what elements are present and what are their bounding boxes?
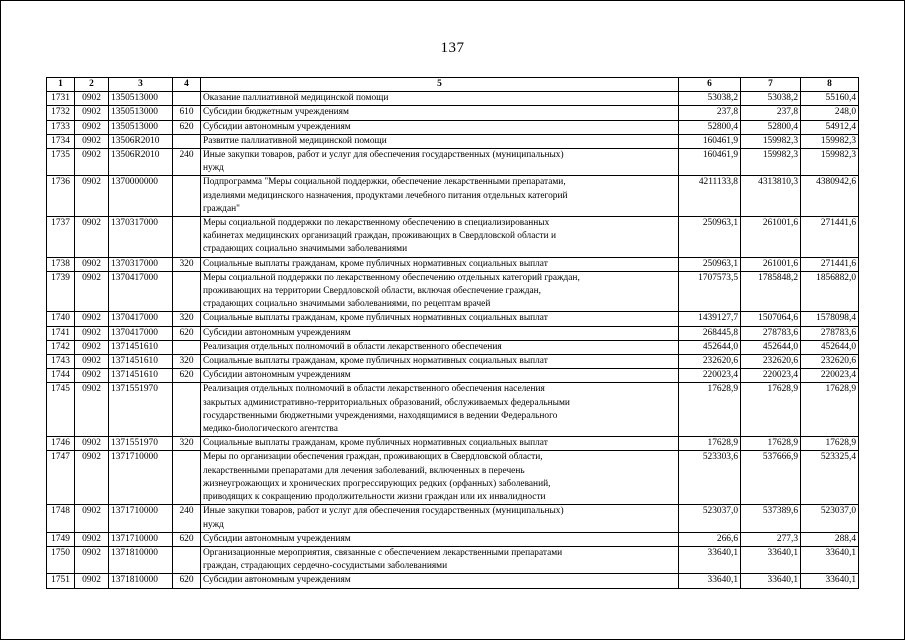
column-header: 3 bbox=[109, 78, 173, 92]
expense-type: 320 bbox=[173, 355, 201, 369]
section-code: 0902 bbox=[75, 217, 109, 258]
amount-col8: 1856882,0 bbox=[801, 271, 859, 312]
page-number: 137 bbox=[440, 40, 465, 56]
amount-col7: 232620,6 bbox=[741, 355, 801, 369]
row-number: 1740 bbox=[47, 312, 75, 326]
target-code: 1370417000 bbox=[109, 271, 173, 312]
row-number: 1736 bbox=[47, 176, 75, 217]
amount-col8: 33640,1 bbox=[801, 574, 859, 588]
row-number: 1748 bbox=[47, 505, 75, 532]
expense-type: 320 bbox=[173, 312, 201, 326]
description-line: Меры социальной поддержки по лекарственному обеспечению отдельных категорий граждан, bbox=[203, 272, 580, 283]
amount-col6: 1439127,7 bbox=[679, 312, 741, 326]
target-code: 1350513000 bbox=[109, 106, 173, 120]
target-code: 1350513000 bbox=[109, 120, 173, 134]
description-cell bbox=[201, 106, 679, 120]
amount-col6: 268445,8 bbox=[679, 326, 741, 340]
description-line: Подпрограмма "Меры социальной поддержки, обеспечение лекарственными препаратами, bbox=[203, 177, 566, 188]
table-row bbox=[47, 437, 859, 451]
amount-col7: 278783,6 bbox=[741, 326, 801, 340]
description-line: граждан, страдающих сердечно-сосудистыми заболеваниями bbox=[203, 561, 448, 572]
expense-type bbox=[173, 383, 201, 437]
target-code: 1371710000 bbox=[109, 505, 173, 532]
amount-col8: 232620,6 bbox=[801, 355, 859, 369]
amount-col7: 33640,1 bbox=[741, 546, 801, 573]
row-number: 1735 bbox=[47, 149, 75, 176]
description-cell bbox=[201, 120, 679, 134]
amount-col7: 1785848,2 bbox=[741, 271, 801, 312]
section-code: 0902 bbox=[75, 505, 109, 532]
table-row bbox=[47, 326, 859, 340]
amount-col7: 17628,9 bbox=[741, 437, 801, 451]
expense-type bbox=[173, 340, 201, 354]
description-line: медико-биологического агентства bbox=[203, 424, 338, 435]
expense-type: 620 bbox=[173, 326, 201, 340]
table-row bbox=[47, 340, 859, 354]
amount-col7: 261001,6 bbox=[741, 257, 801, 271]
description-line: Социальные выплаты гражданам, кроме публичных нормативных социальных выплат bbox=[203, 313, 548, 324]
target-code: 1371551970 bbox=[109, 437, 173, 451]
row-number: 1742 bbox=[47, 340, 75, 354]
amount-col8: 33640,1 bbox=[801, 546, 859, 573]
expense-type: 240 bbox=[173, 149, 201, 176]
description-cell bbox=[201, 92, 679, 106]
row-number: 1745 bbox=[47, 383, 75, 437]
section-code: 0902 bbox=[75, 451, 109, 505]
row-number: 1751 bbox=[47, 574, 75, 588]
amount-col6: 17628,9 bbox=[679, 383, 741, 437]
section-code: 0902 bbox=[75, 120, 109, 134]
amount-col6: 33640,1 bbox=[679, 546, 741, 573]
amount-col8: 159982,3 bbox=[801, 149, 859, 176]
description-line: лекарственными препаратами для лечения заболеваний, включенных в перечень bbox=[203, 465, 525, 476]
target-code: 1371710000 bbox=[109, 451, 173, 505]
description-line: изделиями медицинского назначения, продуктами лечебного питания отдельных категорий bbox=[203, 190, 568, 201]
target-code: 1371810000 bbox=[109, 546, 173, 573]
amount-col8: 54912,4 bbox=[801, 120, 859, 134]
amount-col8: 220023,4 bbox=[801, 369, 859, 383]
description-line: Оказание паллиативной медицинской помощи bbox=[203, 93, 389, 104]
section-code: 0902 bbox=[75, 383, 109, 437]
amount-col6: 160461,9 bbox=[679, 149, 741, 176]
header-row bbox=[47, 78, 859, 92]
target-code: 1370417000 bbox=[109, 312, 173, 326]
amount-col6: 452644,0 bbox=[679, 340, 741, 354]
description-line: проживающих на территории Свердловской области, включая обеспечение граждан, bbox=[203, 286, 542, 297]
amount-col7: 17628,9 bbox=[741, 383, 801, 437]
amount-col6: 33640,1 bbox=[679, 574, 741, 588]
section-code: 0902 bbox=[75, 149, 109, 176]
description-line: Меры социальной поддержки по лекарственному обеспечению в специализированных bbox=[203, 218, 550, 229]
table-row bbox=[47, 92, 859, 106]
amount-col7: 220023,4 bbox=[741, 369, 801, 383]
amount-col6: 237,8 bbox=[679, 106, 741, 120]
amount-col8: 278783,6 bbox=[801, 326, 859, 340]
row-number: 1732 bbox=[47, 106, 75, 120]
target-code: 1371451610 bbox=[109, 340, 173, 354]
row-number: 1743 bbox=[47, 355, 75, 369]
description-cell bbox=[201, 574, 679, 588]
table-row bbox=[47, 217, 859, 258]
table-row bbox=[47, 176, 859, 217]
description-cell bbox=[201, 176, 679, 217]
target-code: 1371551970 bbox=[109, 383, 173, 437]
column-header: 8 bbox=[801, 78, 859, 92]
table-row bbox=[47, 532, 859, 546]
description-cell bbox=[201, 383, 679, 437]
description-line: Развитие паллиативной медицинской помощи bbox=[203, 135, 387, 146]
expense-type bbox=[173, 271, 201, 312]
amount-col6: 17628,9 bbox=[679, 437, 741, 451]
description-cell bbox=[201, 505, 679, 532]
amount-col8: 452644,0 bbox=[801, 340, 859, 354]
budget-table bbox=[46, 77, 859, 589]
amount-col8: 17628,9 bbox=[801, 383, 859, 437]
description-line: жизнеугрожающих и хронических прогрессирующих редких (орфанных) заболеваний, bbox=[203, 478, 551, 489]
description-line: страдающих социально значимыми заболеваниями, по рецептам врачей bbox=[203, 299, 491, 310]
row-number: 1733 bbox=[47, 120, 75, 134]
description-cell bbox=[201, 149, 679, 176]
section-code: 0902 bbox=[75, 532, 109, 546]
expense-type: 620 bbox=[173, 532, 201, 546]
amount-col8: 159982,3 bbox=[801, 134, 859, 148]
description-line: граждан" bbox=[203, 203, 240, 214]
amount-col6: 52800,4 bbox=[679, 120, 741, 134]
description-cell bbox=[201, 437, 679, 451]
description-line: Субсидии бюджетным учреждениям bbox=[203, 107, 349, 118]
table-row bbox=[47, 120, 859, 134]
description-cell bbox=[201, 546, 679, 573]
expense-type: 620 bbox=[173, 574, 201, 588]
section-code: 0902 bbox=[75, 326, 109, 340]
section-code: 0902 bbox=[75, 176, 109, 217]
target-code: 1370417000 bbox=[109, 326, 173, 340]
amount-col6: 1707573,5 bbox=[679, 271, 741, 312]
column-header: 7 bbox=[741, 78, 801, 92]
expense-type bbox=[173, 546, 201, 573]
description-line: закрытых административно-территориальных образований, обслуживаемых федеральными bbox=[203, 397, 570, 408]
table-row bbox=[47, 106, 859, 120]
amount-col6: 523303,6 bbox=[679, 451, 741, 505]
description-line: Социальные выплаты гражданам, кроме публичных нормативных социальных выплат bbox=[203, 438, 548, 449]
target-code: 1370317000 bbox=[109, 217, 173, 258]
description-cell bbox=[201, 326, 679, 340]
amount-col8: 17628,9 bbox=[801, 437, 859, 451]
expense-type bbox=[173, 451, 201, 505]
section-code: 0902 bbox=[75, 574, 109, 588]
amount-col8: 55160,4 bbox=[801, 92, 859, 106]
row-number: 1731 bbox=[47, 92, 75, 106]
expense-type bbox=[173, 217, 201, 258]
amount-col8: 523037,0 bbox=[801, 505, 859, 532]
section-code: 0902 bbox=[75, 257, 109, 271]
description-line: Субсидии автономным учреждениям bbox=[203, 370, 351, 381]
amount-col7: 1507064,6 bbox=[741, 312, 801, 326]
target-code: 13506R2010 bbox=[109, 134, 173, 148]
column-header: 2 bbox=[75, 78, 109, 92]
expense-type: 610 bbox=[173, 106, 201, 120]
section-code: 0902 bbox=[75, 271, 109, 312]
description-cell bbox=[201, 451, 679, 505]
table-row bbox=[47, 355, 859, 369]
amount-col6: 250963,1 bbox=[679, 257, 741, 271]
row-number: 1734 bbox=[47, 134, 75, 148]
amount-col7: 237,8 bbox=[741, 106, 801, 120]
section-code: 0902 bbox=[75, 92, 109, 106]
amount-col6: 160461,9 bbox=[679, 134, 741, 148]
table-row bbox=[47, 383, 859, 437]
section-code: 0902 bbox=[75, 340, 109, 354]
amount-col6: 250963,1 bbox=[679, 217, 741, 258]
description-line: Субсидии автономным учреждениям bbox=[203, 533, 351, 544]
expense-type: 240 bbox=[173, 505, 201, 532]
amount-col7: 53038,2 bbox=[741, 92, 801, 106]
target-code: 13506R2010 bbox=[109, 149, 173, 176]
table-row bbox=[47, 574, 859, 588]
target-code: 1371451610 bbox=[109, 369, 173, 383]
expense-type: 320 bbox=[173, 437, 201, 451]
description-line: Иные закупки товаров, работ и услуг для обеспечения государственных (муниципальных) bbox=[203, 506, 564, 517]
table-row bbox=[47, 149, 859, 176]
section-code: 0902 bbox=[75, 546, 109, 573]
expense-type bbox=[173, 134, 201, 148]
table-row bbox=[47, 369, 859, 383]
description-line: Субсидии автономным учреждениям bbox=[203, 121, 351, 132]
target-code: 1371810000 bbox=[109, 574, 173, 588]
description-cell bbox=[201, 312, 679, 326]
description-line: приводящих к сокращению продолжительности жизни граждан или их инвалидности bbox=[203, 492, 546, 503]
column-header: 5 bbox=[201, 78, 679, 92]
description-line: Социальные выплаты гражданам, кроме публичных нормативных социальных выплат bbox=[203, 258, 548, 269]
expense-type bbox=[173, 92, 201, 106]
expense-type: 620 bbox=[173, 120, 201, 134]
target-code: 1370317000 bbox=[109, 257, 173, 271]
amount-col6: 523037,0 bbox=[679, 505, 741, 532]
description-cell bbox=[201, 532, 679, 546]
row-number: 1746 bbox=[47, 437, 75, 451]
amount-col7: 452644,0 bbox=[741, 340, 801, 354]
section-code: 0902 bbox=[75, 106, 109, 120]
expense-type: 620 bbox=[173, 369, 201, 383]
amount-col7: 4313810,3 bbox=[741, 176, 801, 217]
row-number: 1744 bbox=[47, 369, 75, 383]
row-number: 1737 bbox=[47, 217, 75, 258]
table-row bbox=[47, 546, 859, 573]
amount-col6: 4211133,8 bbox=[679, 176, 741, 217]
description-cell bbox=[201, 257, 679, 271]
row-number: 1747 bbox=[47, 451, 75, 505]
description-cell bbox=[201, 134, 679, 148]
amount-col7: 261001,6 bbox=[741, 217, 801, 258]
description-line: Меры по организации обеспечения граждан, проживающих в Свердловской области, bbox=[203, 452, 543, 463]
section-code: 0902 bbox=[75, 134, 109, 148]
target-code: 1371451610 bbox=[109, 355, 173, 369]
table-row bbox=[47, 505, 859, 532]
description-line: страдающих социально значимыми заболеваниями bbox=[203, 244, 408, 255]
amount-col8: 248,0 bbox=[801, 106, 859, 120]
amount-col6: 220023,4 bbox=[679, 369, 741, 383]
target-code: 1350513000 bbox=[109, 92, 173, 106]
row-number: 1749 bbox=[47, 532, 75, 546]
description-line: нужд bbox=[203, 163, 224, 174]
description-line: кабинетах медицинских организаций граждан, проживающих в Свердловской области и bbox=[203, 231, 556, 242]
target-code: 1371710000 bbox=[109, 532, 173, 546]
section-code: 0902 bbox=[75, 355, 109, 369]
amount-col7: 52800,4 bbox=[741, 120, 801, 134]
amount-col7: 159982,3 bbox=[741, 134, 801, 148]
amount-col7: 277,3 bbox=[741, 532, 801, 546]
section-code: 0902 bbox=[75, 312, 109, 326]
description-cell bbox=[201, 217, 679, 258]
section-code: 0902 bbox=[75, 437, 109, 451]
amount-col6: 266,6 bbox=[679, 532, 741, 546]
table-row bbox=[47, 271, 859, 312]
description-line: Социальные выплаты гражданам, кроме публичных нормативных социальных выплат bbox=[203, 356, 548, 367]
amount-col8: 1578098,4 bbox=[801, 312, 859, 326]
amount-col8: 288,4 bbox=[801, 532, 859, 546]
description-line: Субсидии автономным учреждениям bbox=[203, 327, 351, 338]
description-cell bbox=[201, 271, 679, 312]
amount-col6: 53038,2 bbox=[679, 92, 741, 106]
amount-col7: 33640,1 bbox=[741, 574, 801, 588]
column-header: 4 bbox=[173, 78, 201, 92]
description-line: государственными бюджетными учреждениями, находящимися в ведении Федерального bbox=[203, 410, 558, 421]
amount-col7: 159982,3 bbox=[741, 149, 801, 176]
description-line: Реализация отдельных полномочий в области лекарственного обеспечения населения bbox=[203, 384, 545, 395]
table-row bbox=[47, 451, 859, 505]
section-code: 0902 bbox=[75, 369, 109, 383]
description-line: Иные закупки товаров, работ и услуг для обеспечения государственных (муниципальных) bbox=[203, 150, 564, 161]
description-line: Организационные мероприятия, связанные с обеспечением лекарственными препаратами bbox=[203, 547, 563, 558]
description-cell bbox=[201, 340, 679, 354]
row-number: 1738 bbox=[47, 257, 75, 271]
expense-type: 320 bbox=[173, 257, 201, 271]
amount-col8: 4380942,6 bbox=[801, 176, 859, 217]
table-row bbox=[47, 257, 859, 271]
amount-col8: 523325,4 bbox=[801, 451, 859, 505]
description-cell bbox=[201, 369, 679, 383]
amount-col7: 537666,9 bbox=[741, 451, 801, 505]
row-number: 1750 bbox=[47, 546, 75, 573]
description-line: нужд bbox=[203, 519, 224, 530]
amount-col7: 537389,6 bbox=[741, 505, 801, 532]
amount-col8: 271441,6 bbox=[801, 217, 859, 258]
row-number: 1741 bbox=[47, 326, 75, 340]
row-number: 1739 bbox=[47, 271, 75, 312]
description-line: Реализация отдельных полномочий в области лекарственного обеспечения bbox=[203, 341, 502, 352]
description-cell bbox=[201, 355, 679, 369]
table-row bbox=[47, 134, 859, 148]
column-header: 6 bbox=[679, 78, 741, 92]
column-header: 1 bbox=[47, 78, 75, 92]
target-code: 1370000000 bbox=[109, 176, 173, 217]
amount-col8: 271441,6 bbox=[801, 257, 859, 271]
description-line: Субсидии автономным учреждениям bbox=[203, 575, 351, 586]
expense-type bbox=[173, 176, 201, 217]
amount-col6: 232620,6 bbox=[679, 355, 741, 369]
table-row bbox=[47, 312, 859, 326]
